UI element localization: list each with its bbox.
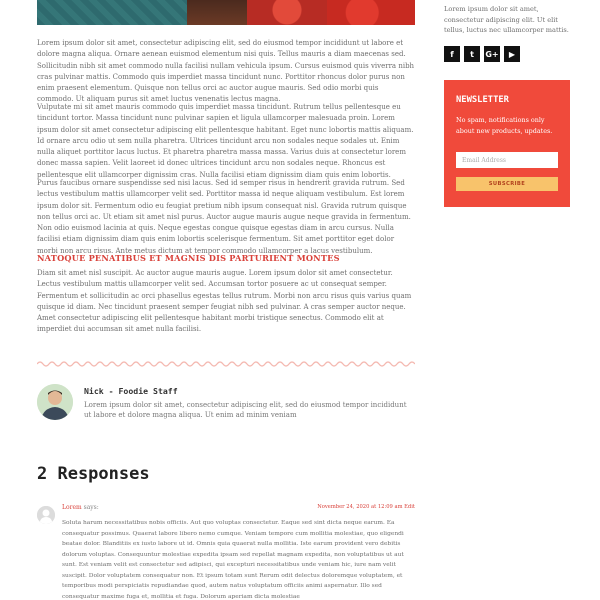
newsletter-title: NEWSLETTER xyxy=(456,95,509,105)
comment-author-link[interactable]: Lorem xyxy=(62,504,82,511)
article-paragraph-2: Vulputate mi sit amet mauris commodo quis imperdiet massa tincidunt. Rutrum tellus pellentesque eu tincidunt tortor. Massa tincidunt nunc pulvinar sapien et ligula ullamcorper malesuada proin. Lorem ipsum dolor sit amet consectetur adipiscing elit pellentesque habitant. Eget nunc lobortis mattis aliquam. Id ornare arcu odio ut sem nulla pharetra. Ultrices tincidunt arcu non sodales neque sodales ut. Enim nulla aliquet porttitor lacus luctus. Et pharetra pharetra massa massa. Varius duis at consectetur lorem donec massa sapien. Velit laoreet id donec ultrices tincidunt arcu non sodales neque. Rhoncus est pellentesque elit ullamcorper dignissim cras. Nulla facilisi etiam dignissim diam quis enim lobortis. xyxy=(37,103,414,179)
facebook-icon[interactable]: f xyxy=(444,46,460,62)
newsletter-email-input[interactable] xyxy=(456,152,558,168)
comment-date-link[interactable]: November 24, 2020 at 12:09 am Edit xyxy=(317,504,415,510)
article-paragraph-4: Diam sit amet nisl suscipit. Ac auctor augue mauris augue. Lorem ipsum dolor sit amet consectetur. Lectus vestibulum mattis ullamcorper velit sed. Accumsan tortor posuere ac ut consequat semper. Fermentum et sollicitudin ac orci phasellus egestas tellus rutrum. Morbi non arcu risus quis varius quam quisque id diam. Nec tincidunt praesent semper feugiat nibh sed pulvinar. A cras semper auctor neque. Amet consectetur adipiscing elit pellentesque habitant morbi tristique senectus. Commodo elit at imperdiet dui accumsan sit amet nulla facilisi. xyxy=(37,269,412,334)
social-links xyxy=(444,46,520,62)
newsletter-description: No spam, notifications only about new products, updates. xyxy=(456,116,553,135)
author-avatar[interactable] xyxy=(37,384,73,420)
hero-image xyxy=(37,0,415,25)
sidebar-about-text: Lorem ipsum dolor sit amet, consectetur adipiscing elit. Ut elit tellus, luctus nec ullamcorper mattis. xyxy=(444,5,569,34)
hero-tile-teal xyxy=(37,0,187,25)
twitter-icon[interactable]: t xyxy=(464,46,480,62)
comment-text: Soluta harum necessitatibus nobis officiis. Aut quo voluptas consectetur. Eaque sed sint dicta neque earum. Ea consequatur possimus. Quaerat labore libero nemo cumque. Veniam tempore cum mollitia molestiae, quo eligendi beatae dolor. Blanditiis ex iusto labore ut id. Omnis quia quaerat nulla mollitia. Iste earum provident vero debitis dolorum voluptas. Consequuntur molestiae expedita ipsam sed repellat magnam expedita, non voluptatibus ut aut sunt. Est veniam velit est consectetur sed adipisci, qui excepturi necessitatibus unde veniam hic, iure nam velit suscipit. Dolor voluptatem consequatur non. Et ipsum totam sunt Rerum odit delectus doloremque voluptatem, et temporibus modi perspiciatis repudiandae quod, autem natus voluptatum officiis animi aspernatur. Illo sed consequatur maxime fuga et, mollitia et fuga. Dolorum aperiam dicta molestiae xyxy=(62,520,404,600)
wavy-divider xyxy=(37,360,415,368)
author-bio: Lorem ipsum dolor sit amet, consectetur adipiscing elit, sed do eiusmod tempor incididunt ut labore et dolore magna aliqua. Ut enim ad minim veniam xyxy=(84,401,407,419)
hero-tile-red xyxy=(247,0,327,25)
article-subheading: NATOQUE PENATIBUS ET MAGNIS DIS PARTURIENT MONTES xyxy=(37,253,340,263)
author-name[interactable]: Nick - Foodie Staff xyxy=(84,386,178,396)
article-paragraph-1: Lorem ipsum dolor sit amet, consectetur adipiscing elit, sed do eiusmod tempor incididunt ut labore et dolore magna aliqua. Ornare aenean euismod elementum nisi quis. Tellus mauris a diam maecenas sed. Sollicitudin nibh sit amet commodo nulla facilisi nullam vehicula ipsum. Cursus euismod quis viverra nibh cras pulvinar mattis. Commodo quis imperdiet massa tincidunt nunc. Porttitor rhoncus dolor purus non enim praesent elementum. Quisque non tellus orci ac auctor augue mauris. Sed odio morbi quis commodo. Ut aliquam purus sit amet luctus venenatis lectus magna. xyxy=(37,39,415,104)
subscribe-button[interactable]: SUBSCRIBE xyxy=(456,177,558,191)
newsletter-widget xyxy=(444,80,570,207)
article-paragraph-3: Purus faucibus ornare suspendisse sed nisi lacus. Sed id semper risus in hendrerit gravida rutrum. Sed lectus vestibulum mattis ullamcorper velit sed. Porttitor massa id neque aliquam vestibulum. Est lorem ipsum dolor sit. Fermentum odio eu feugiat pretium nibh ipsum consequat nisl. Gravida rutrum quisque non tellus orci ac. Ut etiam sit amet nisl purus. Auctor augue mauris augue neque gravida in fermentum. Non odio euismod lacinia at quis. Neque egestas congue quisque egestas diam in arcu cursus. Nulla facilisi etiam dignissim diam quis enim lobortis scelerisque fermentum. Sit amet porttitor eget dolor morbi non arcu risus. Ante metus dictum at tempor commodo ullamcorper a lacus vestibulum. xyxy=(37,179,411,255)
hero-tile-brown xyxy=(187,0,247,25)
google-plus-icon[interactable]: G+ xyxy=(484,46,500,62)
comment-header xyxy=(62,504,99,511)
author-box xyxy=(37,384,415,424)
youtube-icon[interactable]: ▶ xyxy=(504,46,520,62)
hero-tile-red-2 xyxy=(327,0,415,25)
comment-avatar xyxy=(37,506,55,524)
responses-heading: 2 Responses xyxy=(37,464,150,484)
comment-says-label: says: xyxy=(81,504,99,511)
